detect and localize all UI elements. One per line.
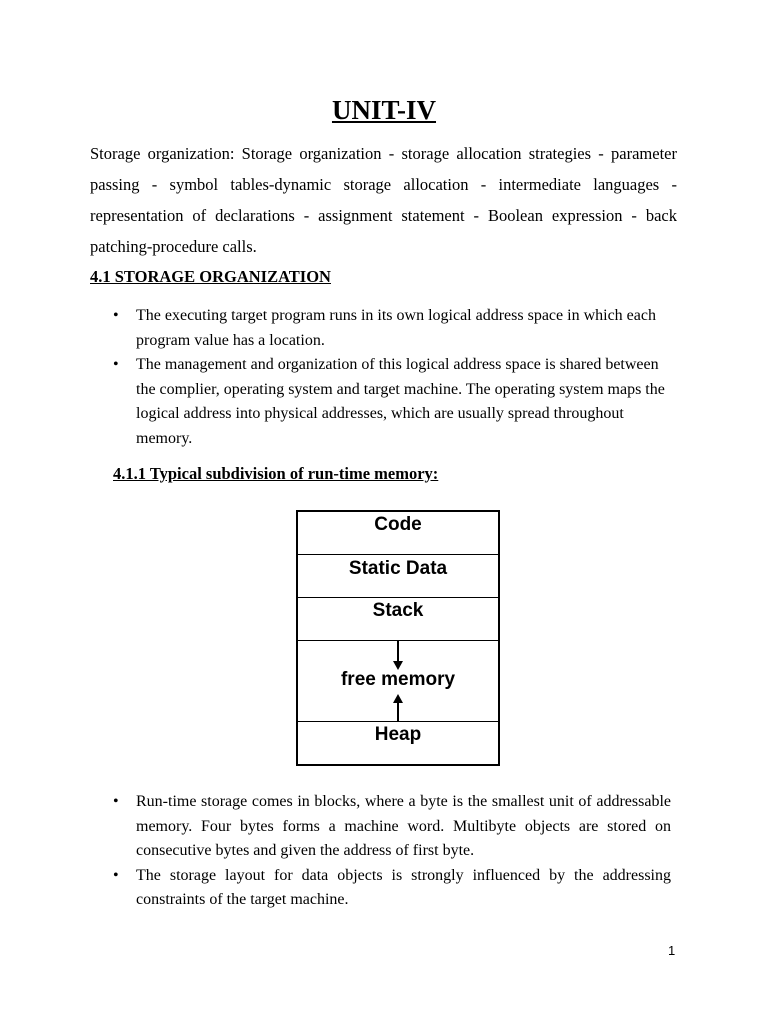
arrow-up-icon: [391, 693, 405, 721]
memory-block-heap: [298, 722, 498, 764]
bullet-list-storage-organization: [0, 304, 768, 451]
run-time-memory-diagram: [296, 510, 500, 766]
memory-block-label: free memory: [340, 669, 456, 690]
bullet-glyph: •: [113, 356, 119, 373]
bullet-item: [0, 864, 671, 913]
section-heading: 4.1 STORAGE ORGANIZATION: [90, 267, 331, 286]
memory-block-label: Static Data: [348, 558, 448, 579]
bullet-item: [0, 304, 671, 353]
intro-paragraph: Storage organization: Storage organization - storage allocation strategies - parameter passing - symbol tables-dynamic storage allocation - intermediate languages - representation of declarations - assignment statement - Boolean expression - back patching-procedure calls.: [90, 144, 677, 256]
memory-block-free-memory: [298, 641, 498, 722]
bullet-glyph: •: [113, 307, 119, 324]
bullet-text: The storage layout for data objects is strongly influenced by the addressing constraints of the target machine.: [136, 866, 671, 908]
bullet-glyph: •: [113, 793, 119, 810]
page-title: UNIT-IV: [331, 95, 437, 125]
memory-block-label: Code: [374, 514, 422, 535]
page-number: 1: [668, 943, 676, 958]
bullet-glyph: •: [113, 866, 119, 884]
bullet-text: The management and organization of this logical address space is shared between the complier, operating system and target machine. The operating system maps the logical address into physical addresses, which are usually spread throughout memory.: [136, 356, 665, 447]
memory-block-code: [298, 512, 498, 555]
bullet-item: [0, 790, 671, 864]
memory-block-static-data: [298, 555, 498, 598]
memory-block-stack: [298, 598, 498, 641]
subsection-heading: 4.1.1 Typical subdivision of run-time memory:: [113, 464, 439, 483]
memory-block-label: Stack: [372, 600, 424, 621]
bullet-text: The executing target program runs in its own logical address space in which each program value has a location.: [136, 307, 656, 349]
bullet-item: [0, 353, 671, 451]
bullet-list-storage-layout: [0, 790, 768, 913]
memory-block-label: Heap: [374, 724, 422, 745]
arrow-down-icon: [391, 641, 405, 671]
bullet-text: Run-time storage comes in blocks, where a byte is the smallest unit of addressable memory. Four bytes forms a machine word. Multibyte objects are stored on consecutive bytes and given the address of first byte.: [136, 793, 671, 859]
